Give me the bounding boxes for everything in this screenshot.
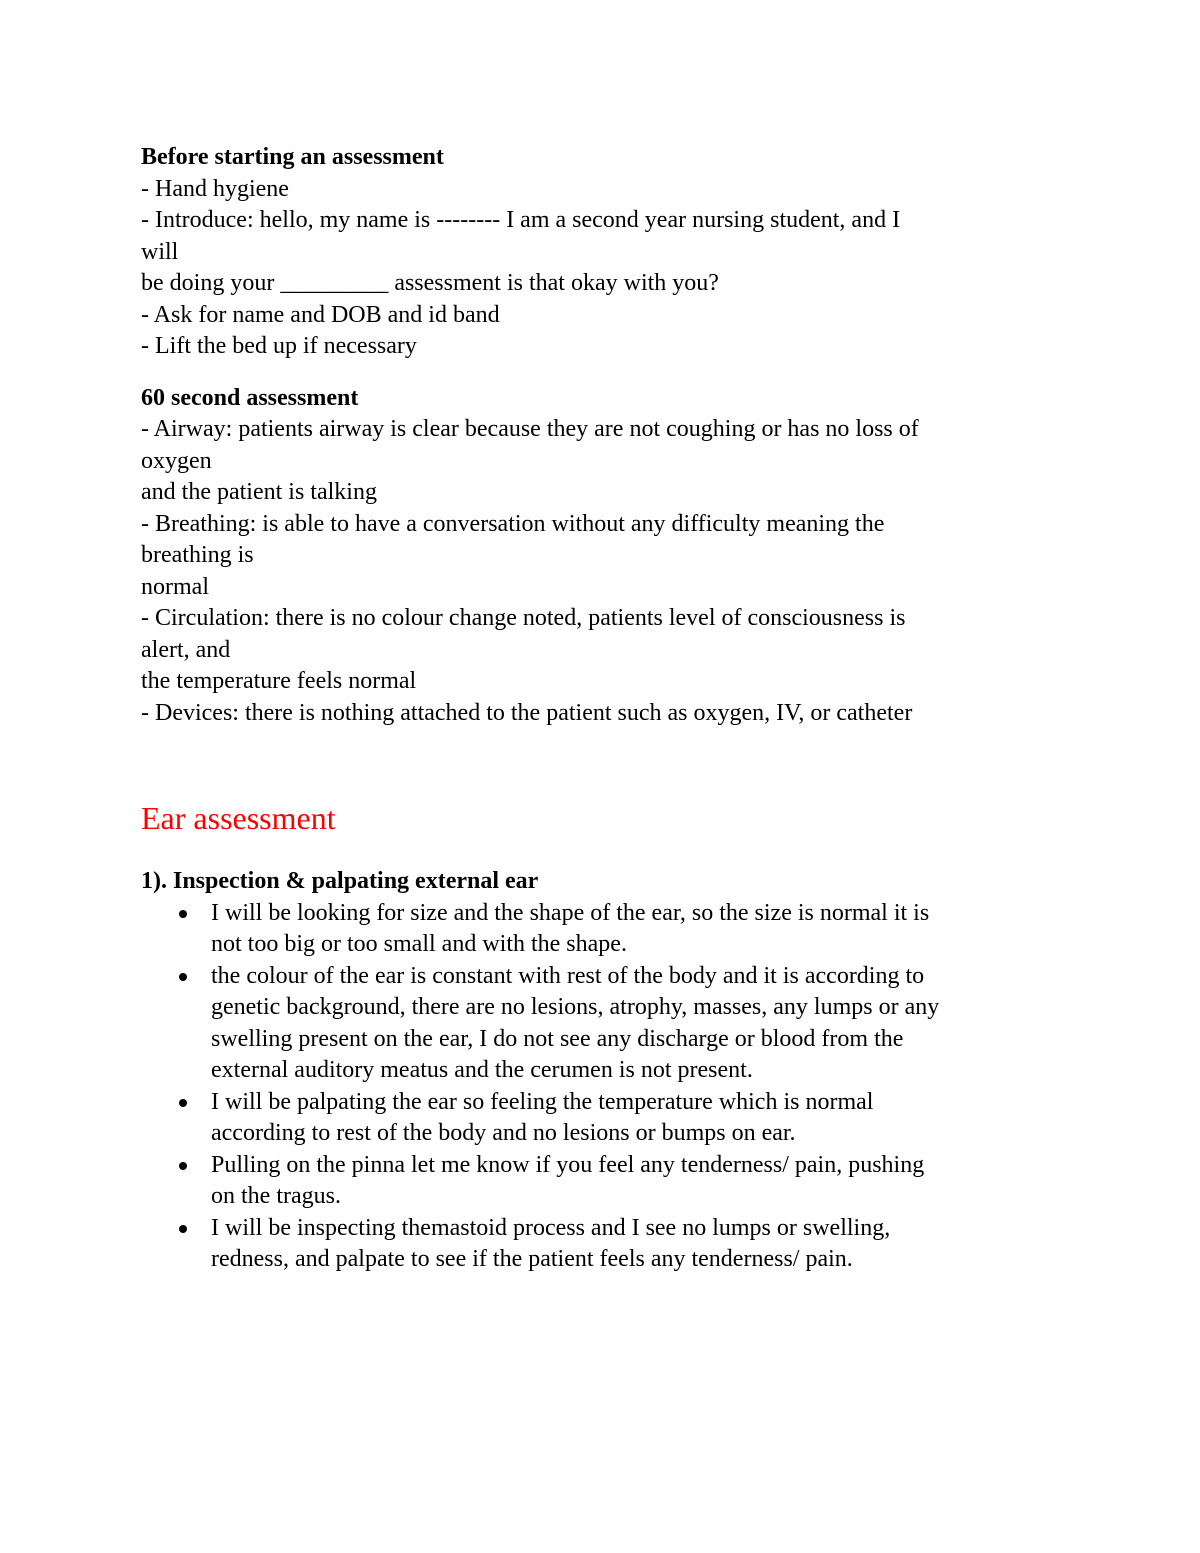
ear-section xyxy=(141,798,1061,1276)
list-item-line: genetic background, there are no lesions, atrophy, masses, any lumps or any xyxy=(211,994,940,1020)
list-item-line: the colour of the ear is constant with rest of the body and it is according to xyxy=(211,962,925,989)
before-heading: Before starting an assessment xyxy=(141,144,444,170)
list-item xyxy=(141,961,1061,1087)
list-item-line: on the tragus. xyxy=(211,1183,341,1209)
spacer xyxy=(141,363,1061,383)
list-item xyxy=(141,1087,1061,1150)
sixty-second-line: oxygen xyxy=(141,447,212,474)
list-item-line: I will be inspecting themastoid process and I see no lumps or swelling, xyxy=(211,1214,891,1241)
before-line: - Ask for name and DOB and id band xyxy=(141,301,500,328)
list-item-line: I will be looking for size and the shape of the ear, so the size is normal it is xyxy=(211,899,930,926)
step-1-heading: 1). Inspection & palpating external ear xyxy=(141,868,539,894)
sixty-second-section xyxy=(141,383,1061,730)
list-item-line: not too big or too small and with the shape. xyxy=(211,931,627,957)
list-item-line: according to rest of the body and no lesions or bumps on ear. xyxy=(211,1120,796,1146)
list-item-line: external auditory meatus and the cerumen is not present. xyxy=(211,1057,753,1083)
document-page xyxy=(141,142,1061,1276)
bullet-icon xyxy=(179,1099,187,1107)
spacer xyxy=(141,838,1061,866)
before-line: - Hand hygiene xyxy=(141,175,289,202)
before-line: be doing your _________ assessment is that okay with you? xyxy=(141,270,719,296)
bullet-icon xyxy=(179,910,187,918)
list-item xyxy=(141,1213,1061,1276)
list-item xyxy=(141,1150,1061,1213)
ear-bullet-list xyxy=(141,898,1061,1276)
sixty-second-line: alert, and xyxy=(141,636,231,663)
before-line: - Lift the bed up if necessary xyxy=(141,333,417,359)
ear-section-title: Ear assessment xyxy=(141,800,336,836)
sixty-second-line: - Circulation: there is no colour change noted, patients level of consciousness is xyxy=(141,605,906,631)
sixty-second-line: the temperature feels normal xyxy=(141,668,417,694)
sixty-second-line: normal xyxy=(141,573,209,600)
before-line: will xyxy=(141,238,179,265)
sixty-second-line: breathing is xyxy=(141,542,254,568)
list-item-line: Pulling on the pinna let me know if you feel any tenderness/ pain, pushing xyxy=(211,1151,925,1178)
before-line: - Introduce: hello, my name is -------- I am a second year nursing student, and I xyxy=(141,207,901,233)
list-item-line: I will be palpating the ear so feeling the temperature which is normal xyxy=(211,1088,874,1115)
list-item-line: redness, and palpate to see if the patient feels any tenderness/ pain. xyxy=(211,1246,853,1272)
bullet-icon xyxy=(179,1225,187,1233)
before-section xyxy=(141,142,1061,363)
sixty-second-line: - Devices: there is nothing attached to the patient such as oxygen, IV, or catheter xyxy=(141,699,913,726)
sixty-second-line: - Breathing: is able to have a conversation without any difficulty meaning the xyxy=(141,510,885,537)
bullet-icon xyxy=(179,973,187,981)
spacer xyxy=(141,729,1061,798)
list-item xyxy=(141,898,1061,961)
sixty-second-heading: 60 second assessment xyxy=(141,384,359,411)
list-item-line: swelling present on the ear, I do not see any discharge or blood from the xyxy=(211,1025,904,1052)
sixty-second-line: - Airway: patients airway is clear because they are not coughing or has no loss of xyxy=(141,416,919,442)
bullet-icon xyxy=(179,1162,187,1170)
sixty-second-line: and the patient is talking xyxy=(141,479,377,505)
